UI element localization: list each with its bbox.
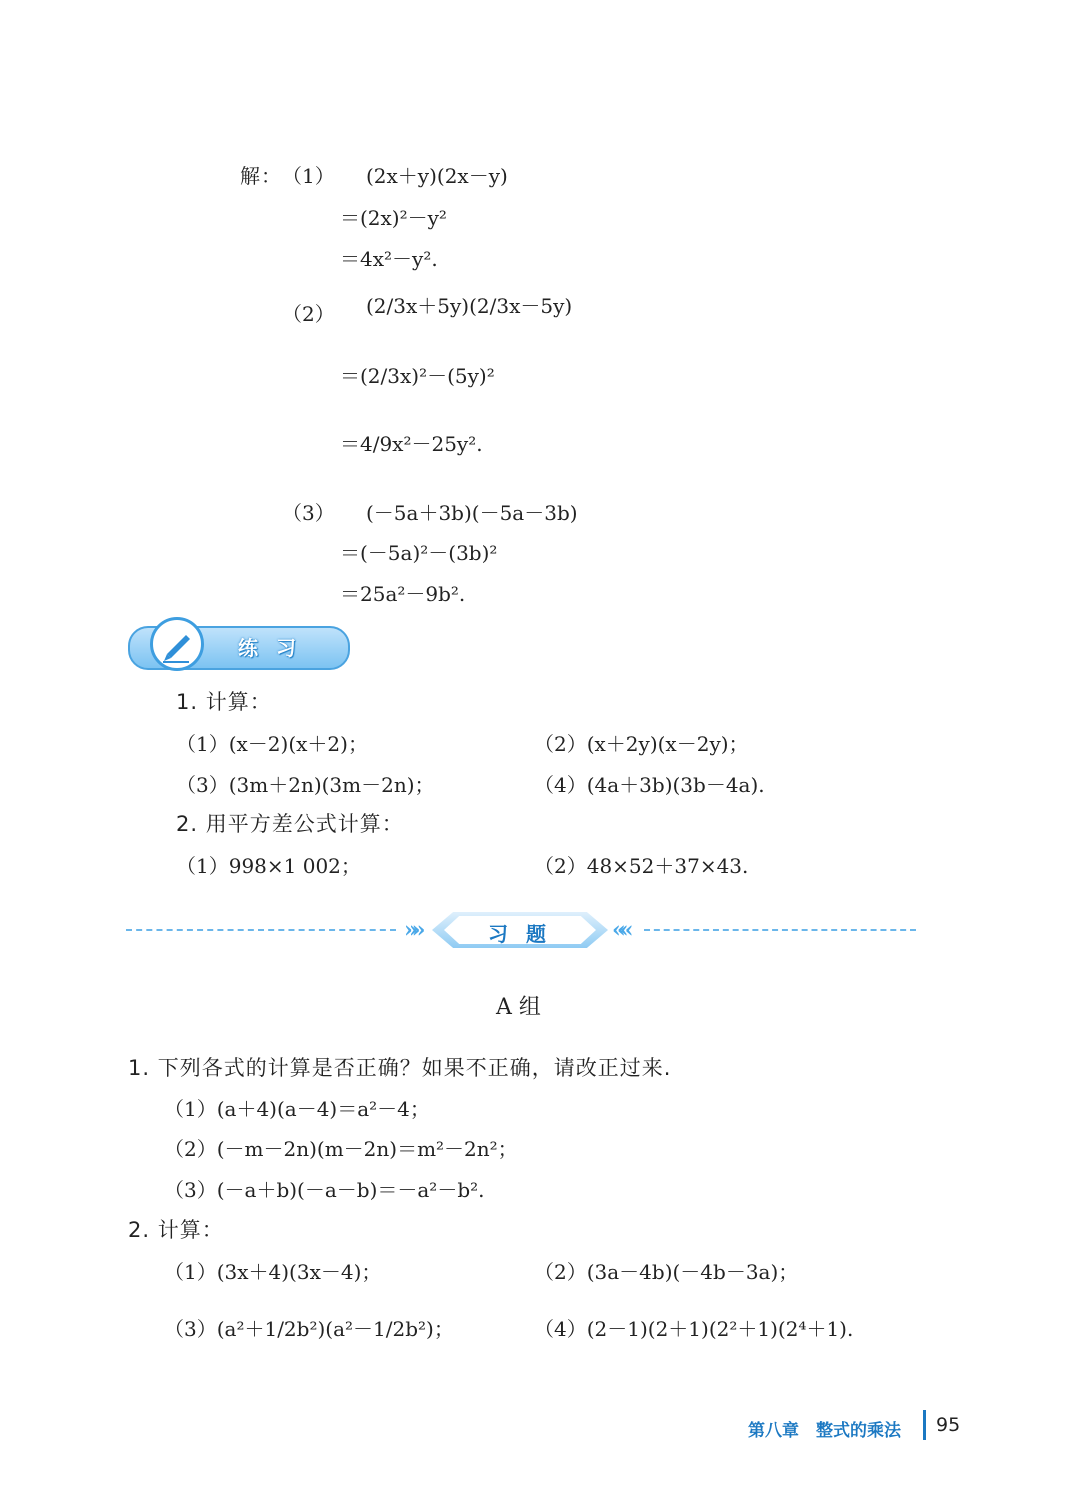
part-number: （2） [282, 302, 335, 326]
exercises-title: 习题 [488, 922, 564, 946]
divider-left [126, 929, 396, 931]
solution-1-line-2: ＝(2x)²－y² [340, 206, 447, 230]
part-number: （3） [282, 501, 335, 525]
solution-label: 解： [240, 164, 282, 188]
practice-item: （1）998×1 002； [176, 854, 361, 878]
pencil-icon [150, 617, 204, 671]
practice-item: （2）(x＋2y)(x－2y)； [534, 732, 749, 756]
practice-question-2: 2. 用平方差公式计算： [176, 812, 404, 836]
solution-2-line-3: ＝4/9x²－25y². [340, 432, 483, 456]
footer-divider [923, 1410, 926, 1440]
divider-right [644, 929, 916, 931]
practice-item: （2）48×52＋37×43. [534, 854, 749, 878]
part-number: （1） [282, 164, 335, 188]
practice-question-1: 1. 计算： [176, 690, 272, 714]
practice-title: 练习 [238, 636, 314, 660]
exercise-item: （3）(a²＋1/2b²)(a²－1/2b²)； [164, 1317, 454, 1341]
exercise-question-1: 1. 下列各式的计算是否正确？如果不正确，请改正过来. [128, 1056, 672, 1080]
double-chevron-right-icon: »» [404, 917, 420, 943]
exercise-item: （4）(2－1)(2＋1)(2²＋1)(2⁴＋1). [534, 1317, 854, 1341]
practice-item: （1）(x－2)(x＋2)； [176, 732, 368, 756]
exercise-item: （2）(－m－2n)(m－2n)＝m²－2n²； [164, 1137, 518, 1161]
solution-1-line-3: ＝4x²－y². [340, 247, 438, 271]
group-heading: A 组 [496, 995, 541, 1020]
chapter-title: 第八章 整式的乘法 [748, 1421, 901, 1441]
solution-1-line-1: (2x＋y)(2x－y) [366, 164, 508, 188]
practice-item: （4）(4a＋3b)(3b－4a). [534, 773, 765, 797]
solution-3-line-1: (－5a＋3b)(－5a－3b) [366, 501, 578, 525]
exercise-item: （1）(3x＋4)(3x－4)； [164, 1260, 382, 1284]
page-number: 95 [936, 1414, 961, 1436]
exercise-item: （3）(－a＋b)(－a－b)＝－a²－b². [164, 1178, 485, 1202]
solution-3-line-2: ＝(－5a)²－(3b)² [340, 541, 498, 565]
exercise-item: （1）(a＋4)(a－4)＝a²－4； [164, 1097, 430, 1121]
practice-item: （3）(3m＋2n)(3m－2n)； [176, 773, 435, 797]
double-chevron-left-icon: «« [612, 917, 628, 943]
solution-3-line-3: ＝25a²－9b². [340, 582, 466, 606]
exercise-question-2: 2. 计算： [128, 1218, 224, 1242]
solution-2-line-1: (2/3x＋5y)(2/3x－5y) [366, 294, 573, 318]
solution-2-line-2: ＝(2/3x)²－(5y)² [340, 364, 495, 388]
exercise-item: （2）(3a－4b)(－4b－3a)； [534, 1260, 799, 1284]
